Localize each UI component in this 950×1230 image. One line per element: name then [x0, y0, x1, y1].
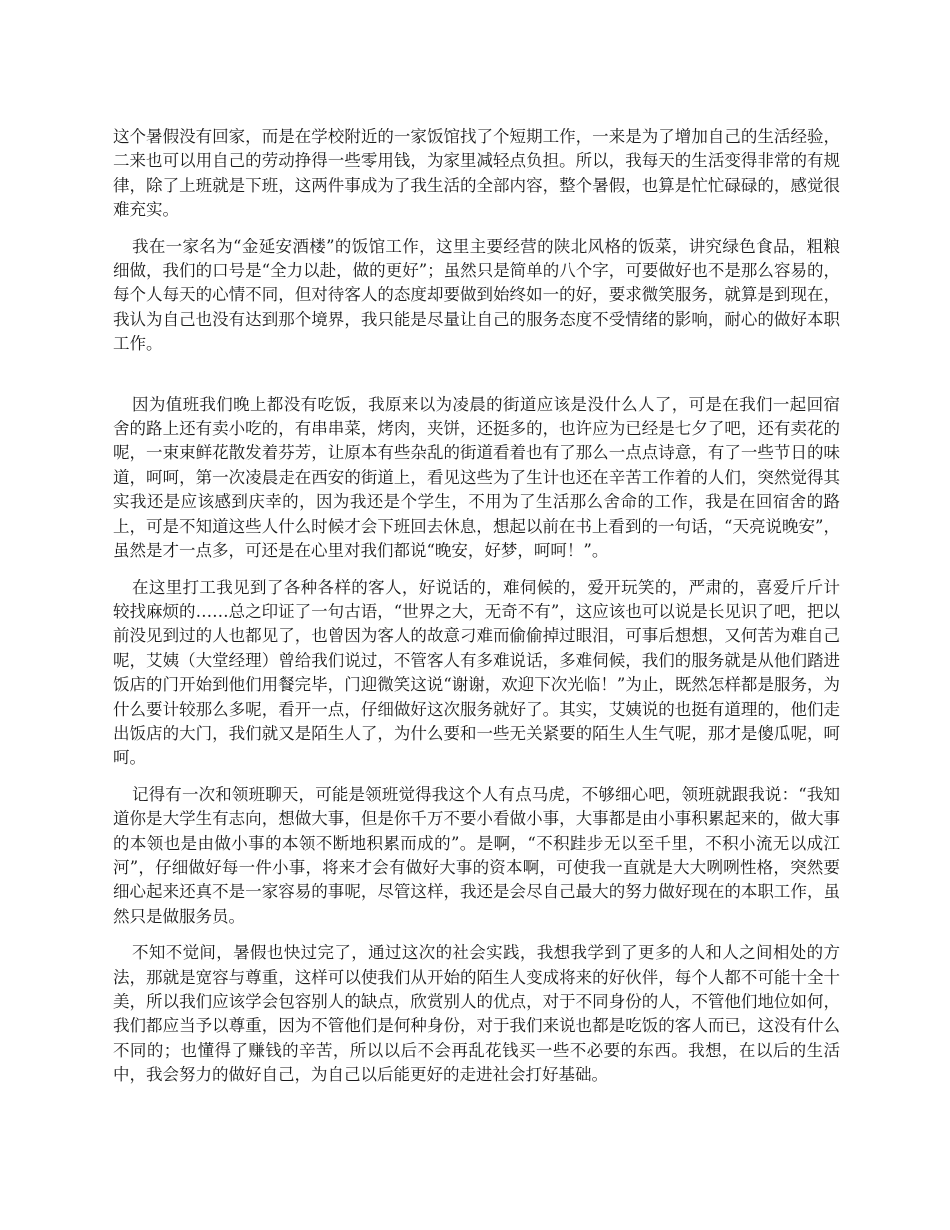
paragraph-6: 不知不觉间，暑假也快过完了，通过这次的社会实践，我想我学到了更多的人和人之间相处的方法，那就是宽容与尊重，这样可以使我们从开始的陌生人变成将来的好伙伴，每个人都不可能十全十美，所以我们应该学会包容别人的缺点，欣赏别人的优点，对于不同身份的人，不管他们地位如何，我们都应当予以尊重，因为不管他们是何种身份，对于我们来说也都是吃饭的客人而已，这没有什么不同的；也懂得了赚钱的辛苦，所以以后不会再乱花钱买一些不必要的东西。我想，在以后的生活中，我会努力的做好自己，为自己以后能更好的走进社会打好基础。 — [113, 943, 840, 1085]
paragraph-5: 记得有一次和领班聊天，可能是领班觉得我这个人有点马虎，不够细心吧，领班就跟我说：“我知道你是大学生有志向，想做大事，但是你千万不要小看做小事，大事都是由小事积累起来的，做大事的本领也是由做小事的本领不断地积累而成的”。是啊，“不积跬步无以至千里，不积小流无以成江河”，仔细做好每一件小事，将来才会有做好大事的资本啊，可使我一直就是大大咧咧性格，突然要细心起来还真不是一家容易的事呢，尽管这样，我还是会尽自己最大的努力做好现在的本职工作，虽然只是做服务员。 — [113, 784, 840, 926]
paragraph-4: 在这里打工我见到了各种各样的客人，好说话的，难伺候的，爱开玩笑的，严肃的，喜爱斤斤计较找麻烦的……总之印证了一句古语，“世界之大，无奇不有”，这应该也可以说是长见识了吧，把以前没见到过的人也都见了，也曾因为客人的故意刁难而偷偷掉过眼泪，可事后想想，又何苦为难自己呢，艾姨（大堂经理）曾给我们说过，不管客人有多难说话，多难伺候，我们的服务就是从他们踏进饭店的门开始到他们用餐完毕，门迎微笑这说“谢谢，欢迎下次光临！”为止，既然怎样都是服务，为什么要计较那么多呢，看开一点，仔细做好这次服务就好了。其实，艾姨说的也挺有道理的，他们走出饭店的大门，我们就又是陌生人了，为什么要和一些无关紧要的陌生人生气呢，那才是傻瓜呢，呵呵。 — [113, 577, 840, 768]
paragraph-3: 因为值班我们晚上都没有吃饭，我原来以为凌晨的街道应该是没什么人了，可是在我们一起回宿舍的路上还有卖小吃的，有串串菜，烤肉，夹饼，还挺多的，也许应为已经是七夕了吧，还有卖花的呢，一束束鲜花散发着芬芳，让原本有些杂乱的街道看着也有了那么一点点诗意，有了一些节日的味道，呵呵，第一次凌晨走在西安的街道上，看见这些为了生计也还在辛苦工作着的人们，突然觉得其实我还是应该感到庆幸的，因为我还是个学生，不用为了生活那么舍命的工作，我是在回宿舍的路上，可是不知道这些人什么时候才会下班回去休息，想起以前在书上看到的一句话，“天亮说晚安”，虽然是才一点多，可还是在心里对我们都说“晚安，好梦，呵呵！”。 — [113, 394, 840, 561]
document-body — [113, 125, 840, 1100]
paragraph-2: 我在一家名为“金延安酒楼”的饭馆工作，这里主要经营的陕北风格的饭菜，讲究绿色食品，粗粮细做，我们的口号是“全力以赴，做的更好”；虽然只是简单的八个字，可要做好也不是那么容易的，每个人每天的心情不同，但对待客人的态度却要做到始终如一的好，要求微笑服务，就算是到现在，我认为自己也没有达到那个境界，我只能是尽量让自己的服务态度不受情绪的影响，耐心的做好本职工作。 — [113, 236, 840, 354]
paragraph-1: 这个暑假没有回家，而是在学校附近的一家饭馆找了个短期工作，一来是为了增加自己的生活经验，二来也可以用自己的劳动挣得一些零用钱，为家里减轻点负担。所以，我每天的生活变得非常的有规律，除了上班就是下班，这两件事成为了我生活的全部内容，整个暑假，也算是忙忙碌碌的，感觉很难充实。 — [113, 127, 840, 220]
